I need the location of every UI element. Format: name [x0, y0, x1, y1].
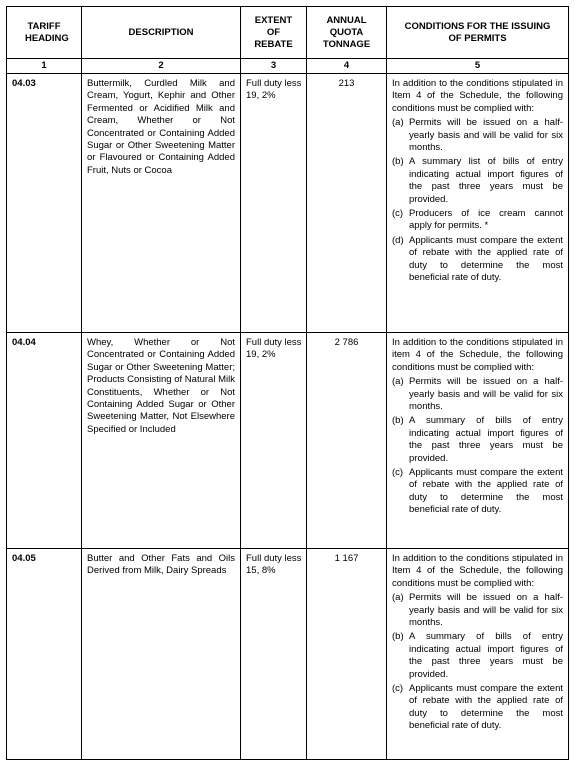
rebate-text: 19, 2%	[246, 349, 276, 361]
condition-text: A summary of bills of entry indicating actual import figures of the past three years must be provided.	[409, 631, 563, 680]
condition-label: (b)	[392, 156, 404, 168]
tariff-heading-cell: 04.03	[7, 74, 82, 333]
column-number: 1	[7, 59, 82, 74]
rebate-cell	[241, 549, 307, 760]
condition-item	[392, 415, 563, 465]
header-tariff-heading: TARIFF HEADING	[7, 7, 82, 59]
condition-label: (a)	[392, 376, 404, 388]
column-number-row	[7, 59, 569, 74]
header-description: DESCRIPTION	[82, 7, 241, 59]
condition-text: Permits will be issued on a half-yearly basis and will be valid for six months.	[409, 592, 563, 629]
condition-label: (c)	[392, 683, 404, 695]
condition-label: (a)	[392, 592, 404, 604]
column-number: 3	[241, 59, 307, 74]
condition-text: A summary list of bills of entry indicating actual import figures of the past three years must be provided.	[409, 156, 563, 205]
quota-cell: 2 786	[307, 333, 387, 549]
description-cell: Butter and Other Fats and Oils Derived from Milk, Dairy Spreads	[82, 549, 241, 760]
rebate-cell	[241, 333, 307, 549]
condition-text: Permits will be issued on a half-yearly basis and will be valid for six months.	[409, 117, 563, 154]
header-annual-quota-tonnage: ANNUAL QUOTA TONNAGE	[307, 7, 387, 59]
condition-item	[392, 208, 563, 233]
condition-item	[392, 467, 563, 517]
condition-item	[392, 376, 563, 413]
conditions-cell	[387, 333, 569, 549]
rebate-text: 19, 2%	[246, 90, 276, 102]
condition-label: (c)	[392, 467, 404, 479]
conditions-intro: In addition to the conditions stipulated in Item 4 of the Schedule, the following conditions must be complied with:	[392, 553, 563, 589]
condition-label: (a)	[392, 117, 404, 129]
rebate-text: Full duty less 15, 8%	[246, 553, 302, 577]
condition-item	[392, 117, 563, 154]
description-cell: Whey, Whether or Not Concentrated or Containing Added Sugar or Other Sweetening Matter; Products Consisting of Natural Milk Constituents, Whether or Not Containing Added Sugar or Other Sweetening Matter, Not Elsewhere Specified or Included	[82, 333, 241, 549]
description-cell: Buttermilk, Curdled Milk and Cream, Yogurt, Kephir and Other Fermented or Acidified Milk and Cream, Whether or Not Concentrated or Containing Added Sugar or Other Sweetening Matter or Flavoured or Containing Added Fruit, Nuts or Cocoa	[82, 74, 241, 333]
condition-item	[392, 683, 563, 733]
condition-item	[392, 156, 563, 206]
condition-item	[392, 235, 563, 285]
condition-text: Applicants must compare the extent of rebate with the applied rate of duty to determine the most beneficial rate of duty.	[409, 234, 563, 284]
condition-item	[392, 592, 563, 629]
condition-label: (b)	[392, 415, 404, 427]
column-number: 4	[307, 59, 387, 74]
condition-text: A summary of bills of entry indicating actual import figures of the past three years must be provided.	[409, 415, 563, 464]
header-conditions: CONDITIONS FOR THE ISSUING OF PERMITS	[387, 7, 569, 59]
table-row	[7, 333, 569, 549]
table-row	[7, 74, 569, 333]
conditions-cell	[387, 74, 569, 333]
header-extent-of-rebate: EXTENT OF REBATE	[241, 7, 307, 59]
tariff-table	[6, 6, 569, 760]
condition-text: Producers of ice cream cannot apply for permits. *	[409, 208, 563, 232]
rebate-text: Full duty less	[246, 337, 302, 348]
conditions-intro: In addition to the conditions stipulated in Item 4 of the Schedule, the following conditions must be complied with:	[392, 78, 563, 114]
column-number: 2	[82, 59, 241, 74]
column-number: 5	[387, 59, 569, 74]
quota-cell: 213	[307, 74, 387, 333]
conditions-cell	[387, 549, 569, 760]
tariff-heading-cell: 04.04	[7, 333, 82, 549]
condition-text: Applicants must compare the extent of rebate with the applied rate of duty to determine the most beneficial rate of duty.	[409, 467, 563, 516]
rebate-text: Full duty less	[246, 78, 302, 89]
condition-item	[392, 631, 563, 681]
header-row	[7, 7, 569, 59]
condition-text: Applicants must compare the extent of rebate with the applied rate of duty to determine the most beneficial rate of duty.	[409, 683, 563, 732]
condition-label: (d)	[392, 234, 404, 246]
table-row	[7, 549, 569, 760]
rebate-cell	[241, 74, 307, 333]
condition-label: (c)	[392, 208, 404, 220]
condition-text: Permits will be issued on a half-yearly basis and will be valid for six months.	[409, 376, 563, 413]
condition-label: (b)	[392, 631, 404, 643]
conditions-intro: In addition to the conditions stipulated in item 4 of the Schedule, the following conditions must be complied with:	[392, 337, 563, 373]
tariff-heading-cell: 04.05	[7, 549, 82, 760]
quota-cell: 1 167	[307, 549, 387, 760]
